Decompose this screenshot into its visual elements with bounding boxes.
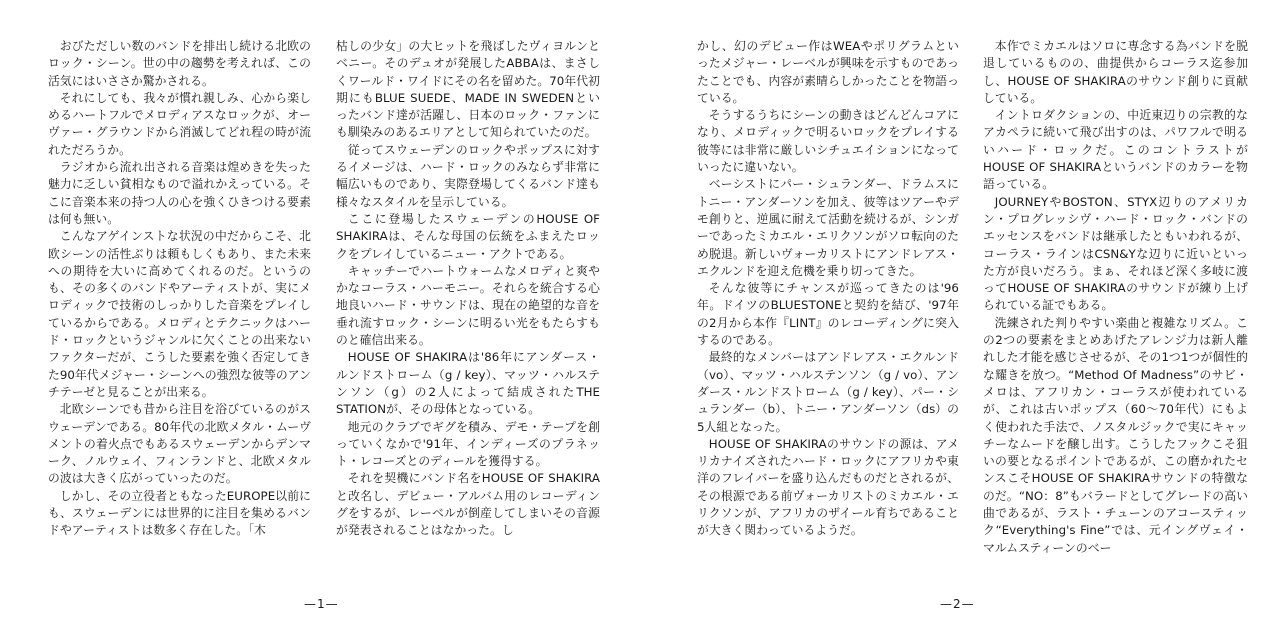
page-number: —2— — [940, 597, 975, 611]
paragraph: 洗練された判りやすい楽曲と複雑なリズム。この2つの要素をまとめあげたアレンジ力は新人離れした才能を感じさせるが、その1つ1つが個性的な耀きを放つ。“Method Of Madness”のサビ・メロは、アフリカン・コーラスが使われているが、これは古いポップス（60〜70年代）にもよく使われた手法で、ノスタルジックで実にキャッチーなムードを醸し出す。こうしたフックこそ狙いの要となるポイントであるが、この磨かれたセンスこそHOUSE OF SHAKIRAサウンドの特徴なのだ。“NO：8”もバラードとしてグレードの高い曲であるが、ラスト・チューンのアコースティック“Everything's Fine”では、元イングヴェイ・マルムスティーンのベー — [983, 315, 1248, 555]
paragraph: ラジオから流れ出される音楽は煌めきを失った魅力に乏しい貧相なもので溢れかえっている。そこに音楽本来の持つ人の心を強くひきつける要素は何も無い。 — [48, 160, 311, 226]
paragraph: 従ってスウェーデンのロックやポップスに対するイメージは、ハード・ロックのみならず非常に幅広いものであり、実際登場してくるバンド達も様々なスタイルを呈示している。 — [336, 142, 600, 209]
paragraph: しかし、その立役者ともなったEUROPE以前にも、スウェーデンには世界的に注目を集めるバンドやアーティストは数多く存在した。「木 — [48, 488, 311, 538]
page-2 — [640, 0, 1280, 634]
paragraph: かし、幻のデビュー作はWEAやポリグラムといったメジャー・レーベルが興味を示すものであったことでも、内容が素晴らしかったことを物語っている。 — [697, 39, 959, 105]
paragraph: 最終的なメンバーはアンドレアス・エクルンド（vo）、マッツ・ハルステンソン（g / vo）、アンダース・ルンドストローム（g / key）、パー・シュランダー（b）、トニー・アンダーソン（ds）の5人組となった。 — [697, 350, 959, 434]
paragraph: HOUSE OF SHAKIRAのサウンドの源は、アメリカナイズされたハード・ロックにアフリカや東洋のフレイバーを盛り込んだものだとされるが、その根源である前ヴォーカリストのミカエル・エリクソンが、アフリカのザイール育ちであることが大きく関わっているようだ。 — [697, 436, 959, 538]
paragraph: おびただしい数のバンドを排出し続ける北欧のロック・シーン。世の中の趨勢を考えれば、この活気にはいささか驚かされる。 — [48, 39, 311, 88]
page-number: —1— — [304, 597, 339, 611]
paragraph: こんなアゲインストな状況の中だからこそ、北欧シーンの活性ぶりは頼もしくもあり、また未来への期待を大いに高めてくれるのだ。というのも、その多くのバンドやアーティストが、実にメロディックで技術のしっかりした音楽をプレイしているからである。メロディとテクニックはハード・ロックというジャンルに欠くことの出来ないファクターだが、こうした要素を強く否定してきた90年代メジャー・シーンへの強烈な彼等のアンチテーゼと見ることが出来る。 — [48, 229, 311, 399]
paragraph: JOURNEYやBOSTON、STYX辺りのアメリカン・プログレッシヴ・ハード・ロック・バンドのエッセンスをバンドは継承したともいわれるが、コーラス・ラインはCSN&Yな辺りに近いといった方が良いだろう。まぁ、それほど深く多岐に渡ってHOUSE OF SHAKIRAのサウンドが練り上げられている証でもある。 — [983, 194, 1248, 313]
page-2-column-1 — [697, 38, 959, 540]
paragraph: イントロダクションの、中近東辺りの宗教的なアカペラに続いて飛び出すのは、パワフルで明るいハード・ロックだ。このコントラストがHOUSE OF SHAKIRAというバンドのカラーを物語っている。 — [983, 108, 1248, 192]
paragraph: そんな彼等にチャンスが巡ってきたのは'96年。ドイツのBLUESTONEと契約を結び、'97年の2月から本作『LINT』のレコーディングに突入するのである。 — [697, 281, 959, 348]
paragraph: 本作でミカエルはソロに専念する為バンドを脱退しているものの、曲提供からコーラス迄参加し、HOUSE OF SHAKIRAのサウンド創りに貢献している。 — [983, 39, 1248, 105]
paragraph: それにしても、我々が慣れ親しみ、心から楽しめるハートフルでメロディアスなロックが、オーヴァー・グラウンドから消滅してどれ程の時が流れただろうか。 — [48, 90, 311, 157]
page-1-column-1 — [48, 38, 311, 540]
paragraph: 北欧シーンでも昔から注目を浴びているのがスウェーデンである。80年代の北欧メタル・ムーヴメントの着火点でもあるスウェーデンからデンマーク、ノルウェイ、フィンランドと、北欧メタルの波は大きく広がっていったのだ。 — [48, 402, 311, 486]
paragraph: それを契機にバンド名をHOUSE OF SHAKIRAと改名し、デビュー・アルバム用のレコーディングをするが、レーベルが倒産してしまいその音源が発表されることはなかった。し — [336, 471, 600, 538]
paragraph: ベーシストにパー・シュランダー、ドラムスにトニー・アンダーソンを加え、彼等はツアーやデモ創りと、逆風に耐えて活動を続けるが、シンガーであったミカエル・エリクソンがソロ転向のため脱退。新しいヴォーカリストにアンドレアス・エクルンドを迎え危機を乗り切ってきた。 — [697, 177, 959, 278]
paragraph: ここに登場したスウェーデンのHOUSE OF SHAKIRAは、そんな母国の伝統をふまえたロックをプレイしているニュー・アクトである。 — [336, 211, 600, 261]
paragraph: キャッチーでハートウォームなメロディと爽やかなコーラス・ハーモニー。それらを統合する心地良いハード・サウンドは、現在の絶望的な音を垂れ流すロック・シーンに明るい光をもたらすものと確信出来る。 — [336, 263, 600, 348]
page-1-column-2 — [336, 38, 600, 540]
paragraph: そうするうちにシーンの動きはどんどんコアになり、メロディックで明るいロックをプレイする彼等には非常に厳しいシチュエイションになっていったに違いない。 — [697, 108, 959, 175]
page-2-column-2 — [983, 38, 1248, 557]
paragraph: 地元のクラブでギグを積み、デモ・テープを創っていくなかで'91年、インディーズのプラネット・レコーズとのディールを獲得する。 — [336, 419, 600, 469]
paragraph: 枯しの少女」の大ヒットを飛ばしたヴィヨルンとベニー。そのデュオが発展したABBAは、まさしくワールド・ワイドにその名を留めた。70年代初期にもBLUE SUEDE、MADE IN SWEDENといったバンド達が活躍し、日本のロック・ファンにも馴染みのあるエリアとして知られていたのだ。 — [336, 39, 600, 140]
paragraph: HOUSE OF SHAKIRAは'86年にアンダース・ルンドストローム（g / key）、マッツ・ハルステンソン（g）の2人によって結成されたTHE STATIONが、その母体となっている。 — [336, 350, 600, 417]
